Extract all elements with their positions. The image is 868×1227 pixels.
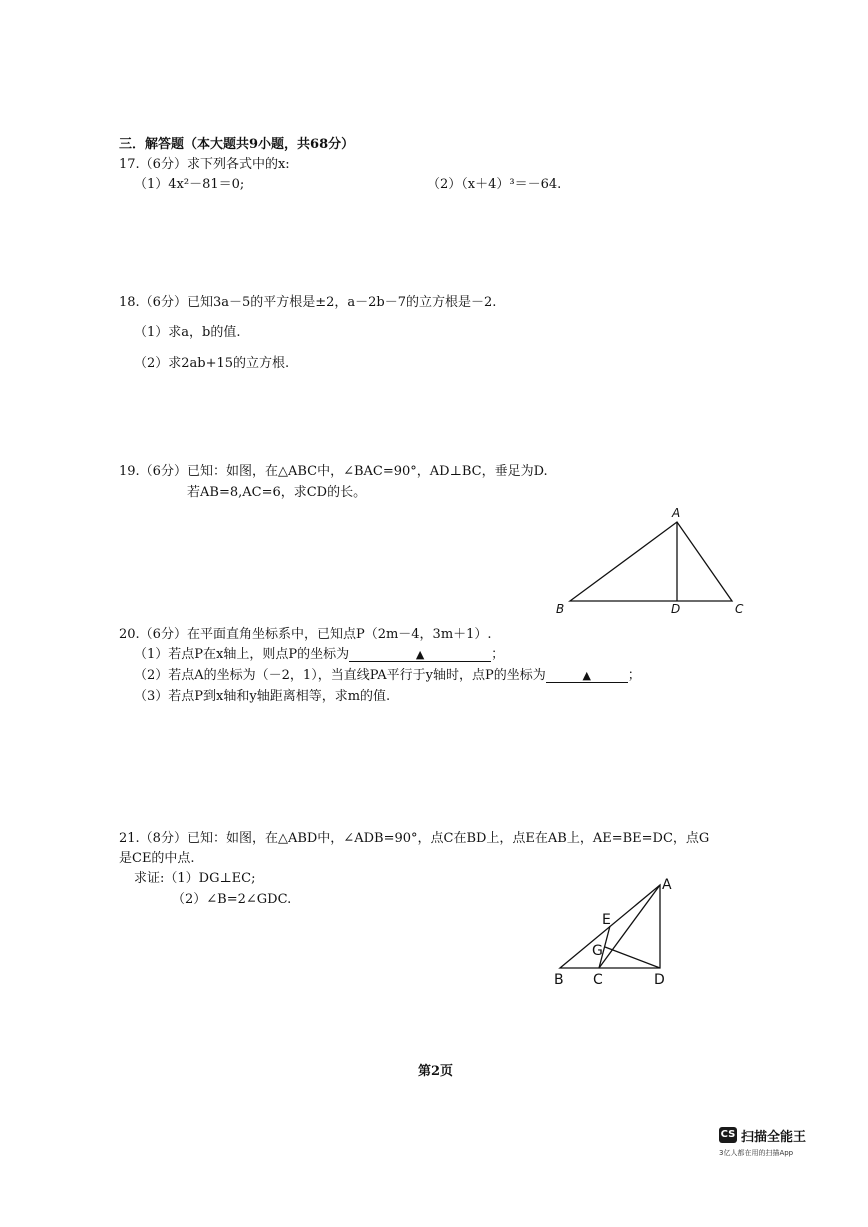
- q20-answer-blank-1[interactable]: [349, 647, 491, 662]
- q18-part1: （1）求a，b的值.: [134, 325, 241, 340]
- page-number: 第2页: [418, 1064, 454, 1079]
- label-d: D: [654, 972, 665, 988]
- q20-part1-text: （1）若点P在x轴上，则点P的坐标为: [134, 647, 350, 662]
- blank-mark-icon: ▲: [415, 648, 425, 661]
- q20-part1-end: ；: [491, 647, 505, 662]
- q19-triangle-figure: [550, 505, 750, 620]
- watermark-name: 扫描全能王: [741, 1130, 807, 1145]
- label-a: A: [672, 506, 681, 520]
- q17-part2: （2）（x＋4）³＝－64.: [427, 177, 562, 192]
- watermark-subtitle: 3亿人都在用的扫描App: [719, 1149, 794, 1157]
- q20-part2: [134, 668, 641, 684]
- q20-part3: （3）若点P到x轴和y轴距离相等，求m的值.: [134, 689, 391, 704]
- q21-line2: 是CE的中点.: [119, 851, 195, 866]
- q20-answer-blank-2[interactable]: [546, 668, 628, 683]
- q19-line2: 若AB=8,AC=6，求CD的长。: [187, 485, 367, 500]
- triangle-abc: [570, 522, 732, 601]
- label-c: C: [593, 972, 603, 988]
- scanner-watermark: [719, 1126, 815, 1162]
- q17-part1: （1）4x²－81＝0;: [134, 177, 245, 192]
- q20-stem: 20.（6分）在平面直角坐标系中，已知点P（2m－4，3m＋1）.: [119, 627, 492, 642]
- label-a: A: [662, 877, 672, 893]
- blank-mark-icon: ▲: [582, 669, 591, 682]
- label-b: B: [554, 972, 564, 988]
- q20-part2-text: （2）若点A的坐标为（－2，1），当直线PA平行于y轴时，点P的坐标为: [134, 668, 546, 683]
- q20-part1: [134, 647, 504, 663]
- cs-logo-icon: CS: [719, 1127, 737, 1143]
- label-e: E: [602, 912, 611, 928]
- label-b: B: [556, 602, 565, 616]
- label-g: G: [592, 943, 603, 959]
- section-title: 三．解答题（本大题共9小题，共68分）: [119, 137, 355, 152]
- q21-triangle-figure: [545, 870, 685, 990]
- q21-stem: 21.（8分）已知：如图，在△ABD中，∠ADB=90°，点C在BD上，点E在AB上，AE=BE=DC，点G: [119, 831, 710, 846]
- label-d: D: [671, 602, 681, 616]
- q17-stem: 17.（6分）求下列各式中的x:: [119, 157, 290, 172]
- label-c: C: [735, 602, 744, 616]
- q18-stem: 18.（6分）已知3a－5的平方根是±2，a－2b－7的立方根是－2.: [119, 295, 497, 310]
- q19-stem: 19.（6分）已知：如图，在△ABC中，∠BAC=90°，AD⊥BC，垂足为D.: [119, 464, 548, 479]
- q18-part2: （2）求2ab+15的立方根.: [134, 356, 290, 371]
- q21-proof-1: 求证:（1）DG⊥EC;: [134, 871, 256, 886]
- q21-proof-2: （2）∠B=2∠GDC.: [172, 892, 292, 907]
- q20-part2-end: ；: [627, 668, 641, 683]
- segment-gd: [605, 947, 660, 968]
